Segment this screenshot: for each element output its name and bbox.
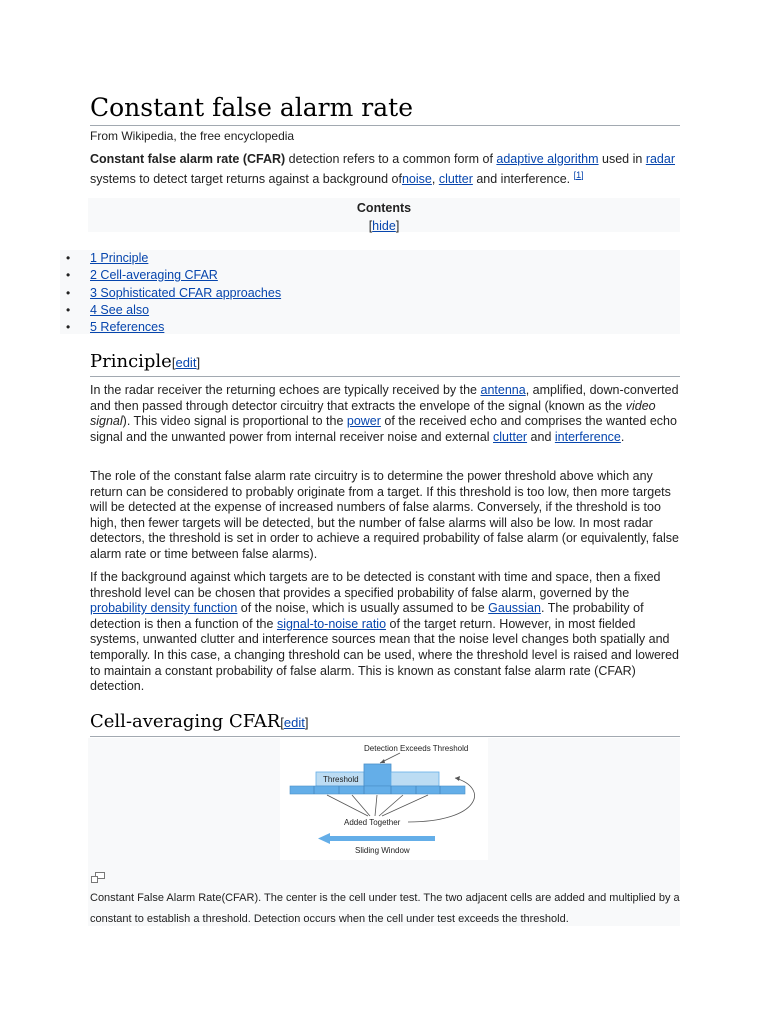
principle-paragraph-1: [90, 383, 680, 445]
heading-text: Principle: [90, 351, 172, 372]
bullet-icon: •: [66, 251, 71, 265]
bullet-icon: •: [66, 320, 71, 334]
bracket: [: [368, 219, 373, 233]
label-detection-exceeds-threshold: Detection Exceeds Threshold: [364, 744, 469, 753]
body-text: of the target return. However, in most fielded systems, unwanted clutter and interference sources mean that the noise level changes both spatially and temporally. In this case, a changing threshold can be used, where the threshold level is raised and lowered to maintain a constant probability of false alarm. This is known as constant false alarm rate (CFAR) detection.: [90, 616, 680, 694]
edit-section: [172, 355, 200, 370]
intro-text: and interference.: [472, 171, 574, 186]
intro-text: detection refers to a common form of: [285, 152, 497, 166]
bullet-icon: •: [66, 303, 71, 317]
principle-paragraph-2: The role of the constant false alarm rate circuitry is to determine the power threshold above which any return can be considered to probably originate from a target. If this threshold is too low, then more targets will be detected at the expense of increased numbers of false alarms. Conversely, if the threshold is too high, then fewer targets will be detected, but the number of false alarms will also be low. In most radar detectors, the threshold is set in order to achieve a required probability of false alarm (or equivalently, false alarm rate or time between false alarms).: [90, 469, 679, 561]
body-text: of the noise, which is usually assumed to be: [237, 601, 489, 616]
link-signal-to-noise-ratio[interactable]: signal-to-noise ratio: [276, 616, 387, 631]
principle-paragraph-3: [90, 570, 680, 695]
intro-text: systems to detect target returns against a background of: [90, 171, 402, 186]
body-text: .: [620, 429, 625, 444]
link-gaussian[interactable]: Gaussian: [488, 601, 541, 616]
figure-caption: Constant False Alarm Rate(CFAR). The center is the cell under test. The two adjacent cells are added and multiplied by a constant to establish a threshold. Detection occurs when the cell under test exceeds the threshold.: [90, 892, 680, 925]
link-power[interactable]: power: [346, 414, 381, 429]
edit-section: [280, 715, 308, 730]
toc-box: [88, 198, 680, 232]
body-text: . The probability of detection is then a function of the: [90, 601, 644, 631]
label-added-together: Added Together: [344, 818, 401, 827]
sliding-window-bar: [328, 836, 435, 841]
body-text: , amplified, down-converted and then passed through detector circuitry that extracts the envelope of the signal (known as the: [90, 383, 679, 413]
toc-list: [60, 250, 680, 334]
link-adaptive-algorithm[interactable]: adaptive algorithm: [496, 152, 599, 166]
link-radar[interactable]: radar: [645, 152, 675, 166]
body-text: If the background against which targets are to be detected is constant with time and space, then a fixed threshold level can be chosen that provides a specified probability of false alarm, governed by the: [90, 570, 661, 600]
label-sliding-window: Sliding Window: [355, 846, 410, 855]
toc-item-references[interactable]: 5 References: [90, 320, 165, 334]
bracket: [: [280, 715, 284, 730]
label-threshold: Threshold: [323, 775, 359, 784]
body-text: ). This video signal is proportional to the: [122, 414, 347, 429]
intro-bold-term: Constant false alarm rate (CFAR): [90, 152, 286, 166]
toc-hide-control: [88, 219, 680, 233]
bullet-icon: •: [66, 286, 71, 300]
page-title: Constant false alarm rate: [90, 92, 680, 126]
heading-text: Cell-averaging CFAR: [90, 711, 281, 732]
intro-paragraph: [90, 152, 680, 187]
link-noise[interactable]: noise: [401, 171, 432, 186]
section-heading-principle: [90, 350, 680, 377]
cell-row: [290, 786, 465, 794]
toc-item-cell-averaging-cfar[interactable]: 2 Cell-averaging CFAR: [90, 268, 218, 282]
link-clutter[interactable]: clutter: [438, 171, 473, 186]
toc-item-see-also[interactable]: 4 See also: [90, 303, 150, 317]
italic-term: video signal: [90, 398, 656, 429]
diagram-background: [280, 738, 488, 860]
bracket: ]: [304, 715, 309, 730]
site-tagline: From Wikipedia, the free encyclopedia: [90, 129, 295, 143]
toc-title: Contents: [356, 201, 412, 215]
threshold-box-right: [391, 772, 439, 786]
intro-text: ,: [431, 171, 439, 186]
link-antenna[interactable]: antenna: [480, 383, 526, 397]
toc-hide-link[interactable]: hide: [372, 219, 396, 233]
bracket: [: [171, 355, 176, 370]
link-interference[interactable]: interference: [554, 429, 621, 444]
body-text: and: [527, 429, 555, 444]
bullet-icon: •: [66, 268, 71, 282]
body-text: of the received echo and comprises the wanted echo signal and the unwanted power from internal receiver noise and external: [90, 414, 677, 444]
intro-text: used in: [598, 152, 646, 166]
bracket: ]: [395, 219, 400, 233]
enlarge-icon[interactable]: [91, 872, 105, 883]
link-probability-density-function[interactable]: probability density function: [90, 601, 238, 616]
section-heading-cell-averaging-cfar: [90, 710, 680, 737]
bracket: ]: [196, 355, 201, 370]
toc-item-sophisticated-cfar[interactable]: 3 Sophisticated CFAR approaches: [90, 286, 282, 300]
link-clutter[interactable]: clutter: [493, 429, 528, 444]
edit-link-cell-averaging[interactable]: edit: [283, 715, 305, 730]
reference-link-1[interactable]: [1]: [573, 169, 584, 180]
edit-link-principle[interactable]: edit: [175, 355, 197, 370]
body-text: In the radar receiver the returning echoes are typically received by the: [90, 383, 481, 397]
cfar-diagram[interactable]: [280, 738, 488, 860]
toc-item-principle[interactable]: 1 Principle: [90, 251, 149, 265]
cell-under-test-peak: [364, 764, 391, 786]
